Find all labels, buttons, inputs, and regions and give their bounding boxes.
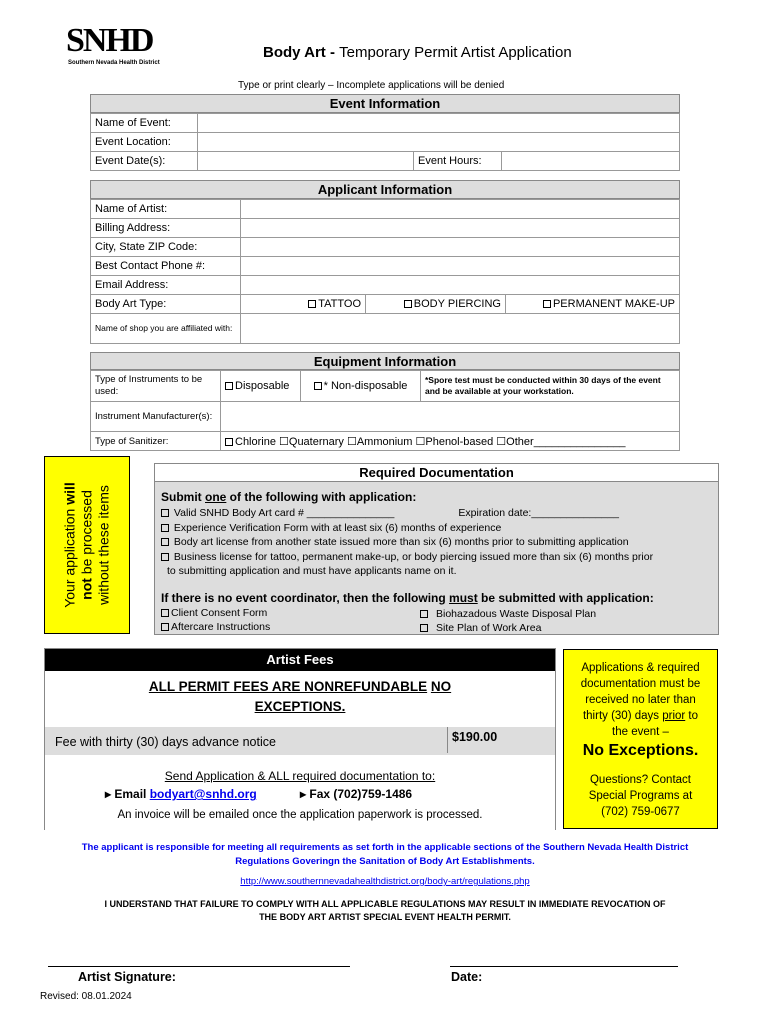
side-notice: Your application will not be processed without these items — [44, 456, 130, 634]
fee-label: Fee with thirty (30) days advance notice — [55, 735, 276, 749]
event-dates-field[interactable] — [198, 152, 414, 171]
billing-address-field[interactable] — [241, 219, 680, 238]
site-plan-checkbox[interactable] — [420, 624, 428, 632]
event-info-table — [90, 113, 680, 171]
business-license-item[interactable]: Business license for tattoo, permanent make-up, or body piercing issued more than six (6) months prior — [161, 550, 653, 565]
revised-date: Revised: 08.01.2024 — [40, 991, 132, 1002]
signature-line[interactable] — [48, 966, 350, 967]
experience-checkbox[interactable] — [161, 524, 169, 532]
manufacturer-field[interactable] — [221, 402, 680, 432]
artist-name-label: Name of Artist: — [91, 200, 241, 219]
event-info-heading: Event Information — [90, 94, 680, 113]
responsibility-statement: The applicant is responsible for meeting all requirements as set forth in the applicable sections of the Southern Nevada Health District Regulations Goveringn the Sanitation of Body Art Establishments. — [81, 842, 689, 867]
experience-form-item[interactable]: Experience Verification Form with at least six (6) months of experience — [161, 521, 653, 536]
piercing-option[interactable]: BODY PIERCING — [366, 295, 506, 314]
event-name-label: Name of Event: — [91, 114, 198, 133]
regulations-link[interactable]: http://www.southernnevadahealthdistrict.org/body-art/regulations.php — [240, 876, 530, 887]
makeup-option[interactable]: PERMANENT MAKE-UP — [506, 295, 680, 314]
email-contact: ▸ Email bodyart@snhd.org — [105, 787, 257, 801]
event-name-field[interactable] — [198, 114, 680, 133]
artist-name-field[interactable] — [241, 200, 680, 219]
page-subtitle: Type or print clearly – Incomplete applications will be denied — [238, 80, 505, 91]
coordinator-instruction: If there is no event coordinator, then the following must be submitted with application: — [161, 591, 654, 605]
no-exceptions: No Exceptions. — [582, 742, 699, 759]
billing-address-label: Billing Address: — [91, 219, 241, 238]
shop-label: Name of shop you are affiliated with: — [91, 314, 241, 344]
artist-fees-heading: Artist Fees — [45, 649, 555, 671]
deadline-notice: Applications & required documentation must be received no later than thirty (30) days prior to the event – No Exceptions. Questions? Contact Special Programs at (702) 759-0677 — [563, 649, 718, 829]
equipment-info-heading: Equipment Information — [90, 352, 680, 370]
non-disposable-checkbox[interactable] — [314, 382, 322, 390]
fee-amount: $190.00 — [447, 727, 557, 753]
snhd-card-item[interactable]: Valid SNHD Body Art card # _______________ Expiration date:_______________ — [161, 506, 653, 521]
event-hours-field[interactable] — [502, 152, 680, 171]
required-docs-section — [154, 463, 719, 635]
date-label: Date: — [451, 970, 483, 984]
email-label: Email Address: — [91, 276, 241, 295]
event-location-label: Event Location: — [91, 133, 198, 152]
aftercare-item[interactable]: Aftercare Instructions — [161, 620, 270, 634]
coordinator-list-left — [161, 606, 270, 634]
manufacturer-label: Instrument Manufacturer(s): — [91, 402, 221, 432]
snhd-card-checkbox[interactable] — [161, 509, 169, 517]
consent-form-item[interactable]: Client Consent Form — [161, 606, 270, 620]
aftercare-checkbox[interactable] — [161, 623, 169, 631]
snhd-logo — [66, 18, 166, 70]
send-instruction: Send Application & ALL required documentation to: — [164, 769, 436, 783]
piercing-checkbox[interactable] — [404, 300, 412, 308]
consent-checkbox[interactable] — [161, 609, 169, 617]
logo-letters: SNHD — [66, 22, 153, 59]
business-license-cont: to submitting application and must have applicants name on it. — [167, 565, 457, 577]
event-hours-label: Event Hours: — [414, 152, 502, 171]
tattoo-option[interactable]: TATTOO — [241, 295, 366, 314]
business-license-checkbox[interactable] — [161, 553, 169, 561]
applicant-info-heading: Applicant Information — [90, 180, 680, 199]
tattoo-checkbox[interactable] — [308, 300, 316, 308]
applicant-info-table — [90, 199, 680, 344]
date-line[interactable] — [450, 966, 678, 967]
sanitizer-options[interactable]: Chlorine ☐Quaternary ☐Ammonium ☐Phenol-based ☐Other_______________ — [221, 432, 680, 451]
submit-one-instruction: Submit one of the following with application: — [161, 490, 417, 504]
email-link[interactable]: bodyart@snhd.org — [149, 787, 257, 801]
understand-statement: I UNDERSTAND THAT FAILURE TO COMPLY WITH ALL APPLICABLE REGULATIONS MAY RESULT IN IMMEDIATE REVOCATION OF THE BODY ART ARTIST SPECIAL EVENT HEALTH PERMIT. — [104, 899, 666, 922]
artist-fees-section — [44, 648, 556, 830]
contact-phone-label: Best Contact Phone #: — [91, 257, 241, 276]
biohazard-item[interactable]: Biohazadous Waste Disposal Plan — [420, 607, 596, 621]
other-state-license-item[interactable]: Body art license from another state issued more than six (6) months prior to submitting application — [161, 535, 653, 550]
invoice-note: An invoice will be emailed once the application paperwork is processed. — [117, 809, 483, 821]
site-plan-item[interactable]: Site Plan of Work Area — [420, 621, 596, 635]
body-art-type-label: Body Art Type: — [91, 295, 241, 314]
nonrefundable-notice: ALL PERMIT FEES ARE NONREFUNDABLE NO EXCEPTIONS. — [45, 671, 555, 727]
non-disposable-option[interactable]: * Non-disposable — [301, 371, 421, 402]
logo-org-name: Southern Nevada Health District — [68, 60, 160, 66]
contact-phone-field[interactable] — [241, 257, 680, 276]
email-field[interactable] — [241, 276, 680, 295]
shop-field[interactable] — [241, 314, 680, 344]
event-location-field[interactable] — [198, 133, 680, 152]
makeup-checkbox[interactable] — [543, 300, 551, 308]
fax-contact: ▸ Fax (702)759-1486 — [300, 787, 413, 801]
disposable-option[interactable]: Disposable — [221, 371, 301, 402]
chlorine-checkbox[interactable] — [225, 438, 233, 446]
biohazard-checkbox[interactable] — [420, 610, 428, 618]
page-title: Body Art - Temporary Permit Artist Application — [263, 44, 572, 61]
disposable-checkbox[interactable] — [225, 382, 233, 390]
signature-label: Artist Signature: — [78, 970, 176, 984]
instruments-label: Type of Instruments to be used: — [91, 371, 221, 402]
event-dates-label: Event Date(s): — [91, 152, 198, 171]
sanitizer-label: Type of Sanitizer: — [91, 432, 221, 451]
required-docs-heading: Required Documentation — [155, 464, 718, 482]
equipment-info-table — [90, 370, 680, 451]
other-state-checkbox[interactable] — [161, 538, 169, 546]
city-state-zip-label: City, State ZIP Code: — [91, 238, 241, 257]
send-to-block — [45, 755, 555, 831]
docs-option-list — [161, 506, 653, 579]
city-state-zip-field[interactable] — [241, 238, 680, 257]
coordinator-list-right — [420, 607, 596, 635]
spore-test-note: *Spore test must be conducted within 30 days of the event and be available at your workstation. — [421, 371, 680, 402]
